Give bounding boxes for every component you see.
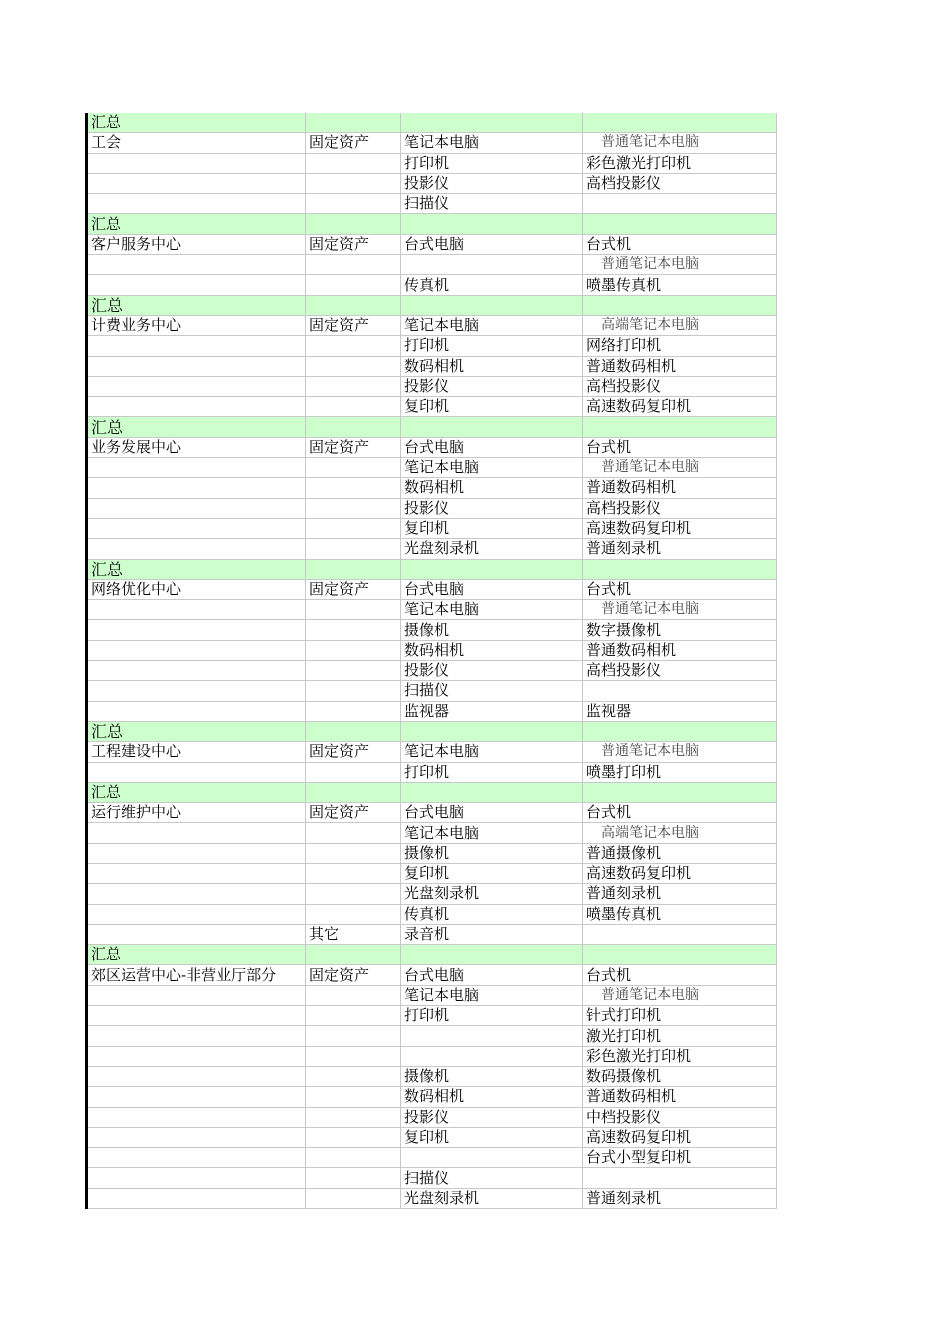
department-cell[interactable]: [87, 153, 306, 173]
asset-type-cell[interactable]: [306, 336, 401, 356]
equipment-cell[interactable]: [401, 945, 583, 965]
equipment-cell[interactable]: 笔记本电脑: [401, 458, 583, 478]
equipment-cell[interactable]: 投影仪: [401, 1107, 583, 1127]
model-cell[interactable]: 普通笔记本电脑: [583, 742, 777, 762]
asset-table-body: [87, 113, 777, 1209]
equipment-cell[interactable]: 传真机: [401, 275, 583, 295]
equipment-cell[interactable]: 笔记本电脑: [401, 315, 583, 335]
asset-type-cell[interactable]: [306, 681, 401, 701]
equipment-cell[interactable]: 复印机: [401, 397, 583, 417]
model-cell[interactable]: [583, 194, 777, 214]
asset-type-cell[interactable]: [306, 701, 401, 721]
department-cell[interactable]: [87, 1168, 306, 1188]
model-cell[interactable]: 台式机: [583, 234, 777, 254]
model-cell[interactable]: [583, 924, 777, 944]
table-row: [87, 904, 777, 924]
department-cell[interactable]: [87, 539, 306, 559]
table-row: [87, 823, 777, 843]
department-cell[interactable]: [87, 843, 306, 863]
asset-type-cell[interactable]: 固定资产: [306, 234, 401, 254]
asset-type-cell[interactable]: [306, 376, 401, 396]
department-cell[interactable]: [87, 1188, 306, 1208]
equipment-cell[interactable]: 台式电脑: [401, 437, 583, 457]
table-row: [87, 234, 777, 254]
equipment-cell[interactable]: [401, 559, 583, 579]
asset-type-cell[interactable]: [306, 255, 401, 275]
asset-type-cell[interactable]: [306, 417, 401, 437]
table-row: [87, 376, 777, 396]
summary-row: [87, 782, 777, 802]
equipment-cell[interactable]: [401, 214, 583, 234]
model-cell[interactable]: 普通刻录机: [583, 884, 777, 904]
table-row: [87, 742, 777, 762]
department-cell[interactable]: [87, 336, 306, 356]
table-row: [87, 803, 777, 823]
equipment-cell[interactable]: 打印机: [401, 153, 583, 173]
equipment-cell[interactable]: 投影仪: [401, 173, 583, 193]
department-cell[interactable]: [87, 1066, 306, 1086]
equipment-cell[interactable]: 传真机: [401, 904, 583, 924]
model-cell[interactable]: [583, 214, 777, 234]
table-row: [87, 640, 777, 660]
model-cell[interactable]: 普通刻录机: [583, 539, 777, 559]
model-cell[interactable]: [583, 681, 777, 701]
model-cell[interactable]: 高速数码复印机: [583, 518, 777, 538]
table-row: [87, 579, 777, 599]
model-cell[interactable]: 数码摄像机: [583, 1066, 777, 1086]
department-cell[interactable]: [87, 884, 306, 904]
model-cell[interactable]: 喷墨传真机: [583, 275, 777, 295]
model-cell[interactable]: 高档投影仪: [583, 376, 777, 396]
department-cell[interactable]: [87, 863, 306, 883]
table-row: [87, 539, 777, 559]
department-cell[interactable]: [87, 823, 306, 843]
asset-type-cell[interactable]: [306, 194, 401, 214]
asset-type-cell[interactable]: [306, 539, 401, 559]
asset-type-cell[interactable]: [306, 1066, 401, 1086]
department-cell[interactable]: 计费业务中心: [87, 315, 306, 335]
equipment-cell[interactable]: 数码相机: [401, 640, 583, 660]
summary-label[interactable]: 汇总: [87, 113, 306, 133]
department-cell[interactable]: [87, 1127, 306, 1147]
table-row: [87, 518, 777, 538]
model-cell[interactable]: 高档投影仪: [583, 173, 777, 193]
department-cell[interactable]: [87, 275, 306, 295]
model-cell[interactable]: 普通笔记本电脑: [583, 985, 777, 1005]
equipment-cell[interactable]: 笔记本电脑: [401, 742, 583, 762]
department-cell[interactable]: 运行维护中心: [87, 803, 306, 823]
equipment-cell[interactable]: [401, 255, 583, 275]
model-cell[interactable]: 高档投影仪: [583, 498, 777, 518]
department-cell[interactable]: [87, 1006, 306, 1026]
asset-type-cell[interactable]: [306, 843, 401, 863]
department-cell[interactable]: [87, 701, 306, 721]
model-cell[interactable]: 普通刻录机: [583, 1188, 777, 1208]
asset-type-cell[interactable]: [306, 1188, 401, 1208]
model-cell[interactable]: [583, 295, 777, 315]
model-cell[interactable]: 普通笔记本电脑: [583, 458, 777, 478]
asset-type-cell[interactable]: [306, 478, 401, 498]
model-cell[interactable]: 高端笔记本电脑: [583, 315, 777, 335]
table-row: [87, 924, 777, 944]
model-cell[interactable]: 喷墨传真机: [583, 904, 777, 924]
table-row: [87, 1127, 777, 1147]
table-row: [87, 397, 777, 417]
summary-row: [87, 721, 777, 741]
asset-type-cell[interactable]: 固定资产: [306, 437, 401, 457]
asset-type-cell[interactable]: [306, 945, 401, 965]
asset-type-cell[interactable]: [306, 620, 401, 640]
department-cell[interactable]: [87, 1026, 306, 1046]
model-cell[interactable]: 喷墨打印机: [583, 762, 777, 782]
table-row: [87, 478, 777, 498]
asset-type-cell[interactable]: [306, 863, 401, 883]
table-row: [87, 965, 777, 985]
asset-type-cell[interactable]: [306, 214, 401, 234]
model-cell[interactable]: 台式机: [583, 579, 777, 599]
table-row: [87, 133, 777, 153]
model-cell[interactable]: 网络打印机: [583, 336, 777, 356]
summary-row: [87, 113, 777, 133]
equipment-cell[interactable]: 复印机: [401, 1127, 583, 1147]
summary-row: [87, 945, 777, 965]
asset-type-cell[interactable]: [306, 823, 401, 843]
table-row: [87, 884, 777, 904]
model-cell[interactable]: 激光打印机: [583, 1026, 777, 1046]
equipment-cell[interactable]: [401, 1046, 583, 1066]
equipment-cell[interactable]: 台式电脑: [401, 803, 583, 823]
equipment-cell[interactable]: [401, 1026, 583, 1046]
model-cell[interactable]: [583, 945, 777, 965]
equipment-cell[interactable]: 笔记本电脑: [401, 985, 583, 1005]
model-cell[interactable]: 普通数码相机: [583, 1087, 777, 1107]
department-cell[interactable]: 工程建设中心: [87, 742, 306, 762]
table-row: [87, 1066, 777, 1086]
asset-type-cell[interactable]: [306, 782, 401, 802]
model-cell[interactable]: 高速数码复印机: [583, 1127, 777, 1147]
summary-row: [87, 295, 777, 315]
model-cell[interactable]: 彩色激光打印机: [583, 1046, 777, 1066]
summary-row: [87, 559, 777, 579]
table-row: [87, 600, 777, 620]
equipment-cell[interactable]: 光盘刻录机: [401, 539, 583, 559]
asset-type-cell[interactable]: 固定资产: [306, 579, 401, 599]
department-cell[interactable]: [87, 1046, 306, 1066]
equipment-cell[interactable]: 打印机: [401, 336, 583, 356]
asset-type-cell[interactable]: [306, 458, 401, 478]
department-cell[interactable]: 郊区运营中心-非营业厅部分: [87, 965, 306, 985]
department-cell[interactable]: 工会: [87, 133, 306, 153]
model-cell[interactable]: 普通数码相机: [583, 478, 777, 498]
asset-type-cell[interactable]: [306, 559, 401, 579]
asset-type-cell[interactable]: [306, 600, 401, 620]
model-cell[interactable]: 数字摄像机: [583, 620, 777, 640]
asset-type-cell[interactable]: [306, 1046, 401, 1066]
asset-type-cell[interactable]: [306, 884, 401, 904]
model-cell[interactable]: 彩色激光打印机: [583, 153, 777, 173]
equipment-cell[interactable]: 数码相机: [401, 478, 583, 498]
summary-label[interactable]: 汇总: [87, 295, 306, 315]
model-cell[interactable]: 监视器: [583, 701, 777, 721]
equipment-cell[interactable]: [401, 1148, 583, 1168]
equipment-cell[interactable]: 台式电脑: [401, 965, 583, 985]
asset-type-cell[interactable]: [306, 153, 401, 173]
asset-type-cell[interactable]: [306, 985, 401, 1005]
equipment-cell[interactable]: 数码相机: [401, 356, 583, 376]
asset-type-cell[interactable]: [306, 1006, 401, 1026]
model-cell[interactable]: 台式机: [583, 437, 777, 457]
department-cell[interactable]: [87, 458, 306, 478]
equipment-cell[interactable]: 投影仪: [401, 661, 583, 681]
equipment-cell[interactable]: 摄像机: [401, 620, 583, 640]
summary-label[interactable]: 汇总: [87, 945, 306, 965]
department-cell[interactable]: [87, 904, 306, 924]
model-cell[interactable]: 普通笔记本电脑: [583, 133, 777, 153]
equipment-cell[interactable]: 复印机: [401, 518, 583, 538]
table-row: [87, 1046, 777, 1066]
model-cell[interactable]: 高速数码复印机: [583, 397, 777, 417]
department-cell[interactable]: [87, 173, 306, 193]
equipment-cell[interactable]: 数码相机: [401, 1087, 583, 1107]
model-cell[interactable]: 台式小型复印机: [583, 1148, 777, 1168]
department-cell[interactable]: [87, 397, 306, 417]
department-cell[interactable]: [87, 518, 306, 538]
asset-type-cell[interactable]: [306, 1168, 401, 1188]
equipment-cell[interactable]: 投影仪: [401, 376, 583, 396]
model-cell[interactable]: 普通数码相机: [583, 640, 777, 660]
department-cell[interactable]: [87, 924, 306, 944]
asset-type-cell[interactable]: [306, 397, 401, 417]
asset-type-cell[interactable]: 固定资产: [306, 965, 401, 985]
equipment-cell[interactable]: 笔记本电脑: [401, 133, 583, 153]
summary-label[interactable]: 汇总: [87, 214, 306, 234]
model-cell[interactable]: [583, 1168, 777, 1188]
equipment-cell[interactable]: 笔记本电脑: [401, 823, 583, 843]
asset-type-cell[interactable]: 固定资产: [306, 315, 401, 335]
equipment-cell[interactable]: 录音机: [401, 924, 583, 944]
department-cell[interactable]: [87, 600, 306, 620]
equipment-cell[interactable]: 摄像机: [401, 843, 583, 863]
model-cell[interactable]: 高端笔记本电脑: [583, 823, 777, 843]
summary-label[interactable]: 汇总: [87, 782, 306, 802]
equipment-cell[interactable]: [401, 782, 583, 802]
department-cell[interactable]: [87, 1087, 306, 1107]
table-row: [87, 356, 777, 376]
summary-label[interactable]: 汇总: [87, 721, 306, 741]
asset-type-cell[interactable]: [306, 1087, 401, 1107]
asset-type-cell[interactable]: [306, 498, 401, 518]
model-cell[interactable]: [583, 559, 777, 579]
model-cell[interactable]: 针式打印机: [583, 1006, 777, 1026]
table-row: [87, 1188, 777, 1208]
equipment-cell[interactable]: [401, 721, 583, 741]
table-row: [87, 336, 777, 356]
equipment-cell[interactable]: 光盘刻录机: [401, 1188, 583, 1208]
asset-type-cell[interactable]: [306, 356, 401, 376]
asset-table: [85, 113, 777, 1209]
equipment-cell[interactable]: 投影仪: [401, 498, 583, 518]
model-cell[interactable]: 中档投影仪: [583, 1107, 777, 1127]
asset-type-cell[interactable]: [306, 904, 401, 924]
model-cell[interactable]: 台式机: [583, 965, 777, 985]
table-row: [87, 458, 777, 478]
table-row: [87, 863, 777, 883]
equipment-cell[interactable]: 光盘刻录机: [401, 884, 583, 904]
table-row: [87, 1148, 777, 1168]
table-row: [87, 762, 777, 782]
department-cell[interactable]: [87, 498, 306, 518]
department-cell[interactable]: [87, 356, 306, 376]
equipment-cell[interactable]: [401, 417, 583, 437]
equipment-cell[interactable]: 笔记本电脑: [401, 600, 583, 620]
asset-type-cell[interactable]: [306, 721, 401, 741]
equipment-cell[interactable]: 复印机: [401, 863, 583, 883]
model-cell[interactable]: [583, 113, 777, 133]
summary-row: [87, 214, 777, 234]
equipment-cell[interactable]: 扫描仪: [401, 681, 583, 701]
table-row: [87, 153, 777, 173]
table-row: [87, 437, 777, 457]
summary-row: [87, 417, 777, 437]
department-cell[interactable]: [87, 762, 306, 782]
table-row: [87, 985, 777, 1005]
table-row: [87, 194, 777, 214]
department-cell[interactable]: [87, 640, 306, 660]
department-cell[interactable]: [87, 255, 306, 275]
asset-type-cell[interactable]: 其它: [306, 924, 401, 944]
asset-type-cell[interactable]: [306, 275, 401, 295]
department-cell[interactable]: 业务发展中心: [87, 437, 306, 457]
asset-type-cell[interactable]: [306, 1026, 401, 1046]
equipment-cell[interactable]: [401, 295, 583, 315]
table-row: [87, 173, 777, 193]
table-row: [87, 681, 777, 701]
asset-type-cell[interactable]: [306, 1148, 401, 1168]
asset-type-cell[interactable]: [306, 173, 401, 193]
table-row: [87, 498, 777, 518]
asset-type-cell[interactable]: [306, 1127, 401, 1147]
model-cell[interactable]: 台式机: [583, 803, 777, 823]
model-cell[interactable]: 普通笔记本电脑: [583, 255, 777, 275]
summary-label[interactable]: 汇总: [87, 417, 306, 437]
table-row: [87, 1168, 777, 1188]
table-row: [87, 701, 777, 721]
model-cell[interactable]: [583, 721, 777, 741]
equipment-cell[interactable]: 扫描仪: [401, 1168, 583, 1188]
table-row: [87, 315, 777, 335]
model-cell[interactable]: [583, 782, 777, 802]
asset-type-cell[interactable]: 固定资产: [306, 803, 401, 823]
model-cell[interactable]: 普通笔记本电脑: [583, 600, 777, 620]
department-cell[interactable]: 客户服务中心: [87, 234, 306, 254]
equipment-cell[interactable]: 监视器: [401, 701, 583, 721]
equipment-cell[interactable]: 打印机: [401, 762, 583, 782]
model-cell[interactable]: 高速数码复印机: [583, 863, 777, 883]
asset-type-cell[interactable]: [306, 1107, 401, 1127]
table-row: [87, 255, 777, 275]
department-cell[interactable]: 网络优化中心: [87, 579, 306, 599]
department-cell[interactable]: [87, 478, 306, 498]
model-cell[interactable]: 高档投影仪: [583, 661, 777, 681]
table-row: [87, 275, 777, 295]
department-cell[interactable]: [87, 1107, 306, 1127]
table-row: [87, 1026, 777, 1046]
asset-type-cell[interactable]: [306, 113, 401, 133]
department-cell[interactable]: [87, 985, 306, 1005]
model-cell[interactable]: 普通摄像机: [583, 843, 777, 863]
table-row: [87, 1087, 777, 1107]
asset-type-cell[interactable]: [306, 762, 401, 782]
summary-label[interactable]: 汇总: [87, 559, 306, 579]
model-cell[interactable]: 普通数码相机: [583, 356, 777, 376]
asset-type-cell[interactable]: [306, 295, 401, 315]
model-cell[interactable]: [583, 417, 777, 437]
equipment-cell[interactable]: 扫描仪: [401, 194, 583, 214]
equipment-cell[interactable]: 台式电脑: [401, 579, 583, 599]
equipment-cell[interactable]: [401, 113, 583, 133]
department-cell[interactable]: [87, 194, 306, 214]
equipment-cell[interactable]: 摄像机: [401, 1066, 583, 1086]
table-row: [87, 1006, 777, 1026]
department-cell[interactable]: [87, 681, 306, 701]
department-cell[interactable]: [87, 376, 306, 396]
table-row: [87, 843, 777, 863]
department-cell[interactable]: [87, 620, 306, 640]
asset-type-cell[interactable]: 固定资产: [306, 133, 401, 153]
equipment-cell[interactable]: 台式电脑: [401, 234, 583, 254]
table-row: [87, 620, 777, 640]
department-cell[interactable]: [87, 1148, 306, 1168]
table-row: [87, 661, 777, 681]
asset-type-cell[interactable]: [306, 661, 401, 681]
table-row: [87, 1107, 777, 1127]
asset-type-cell[interactable]: [306, 518, 401, 538]
equipment-cell[interactable]: 打印机: [401, 1006, 583, 1026]
department-cell[interactable]: [87, 661, 306, 681]
asset-type-cell[interactable]: [306, 640, 401, 660]
asset-type-cell[interactable]: 固定资产: [306, 742, 401, 762]
